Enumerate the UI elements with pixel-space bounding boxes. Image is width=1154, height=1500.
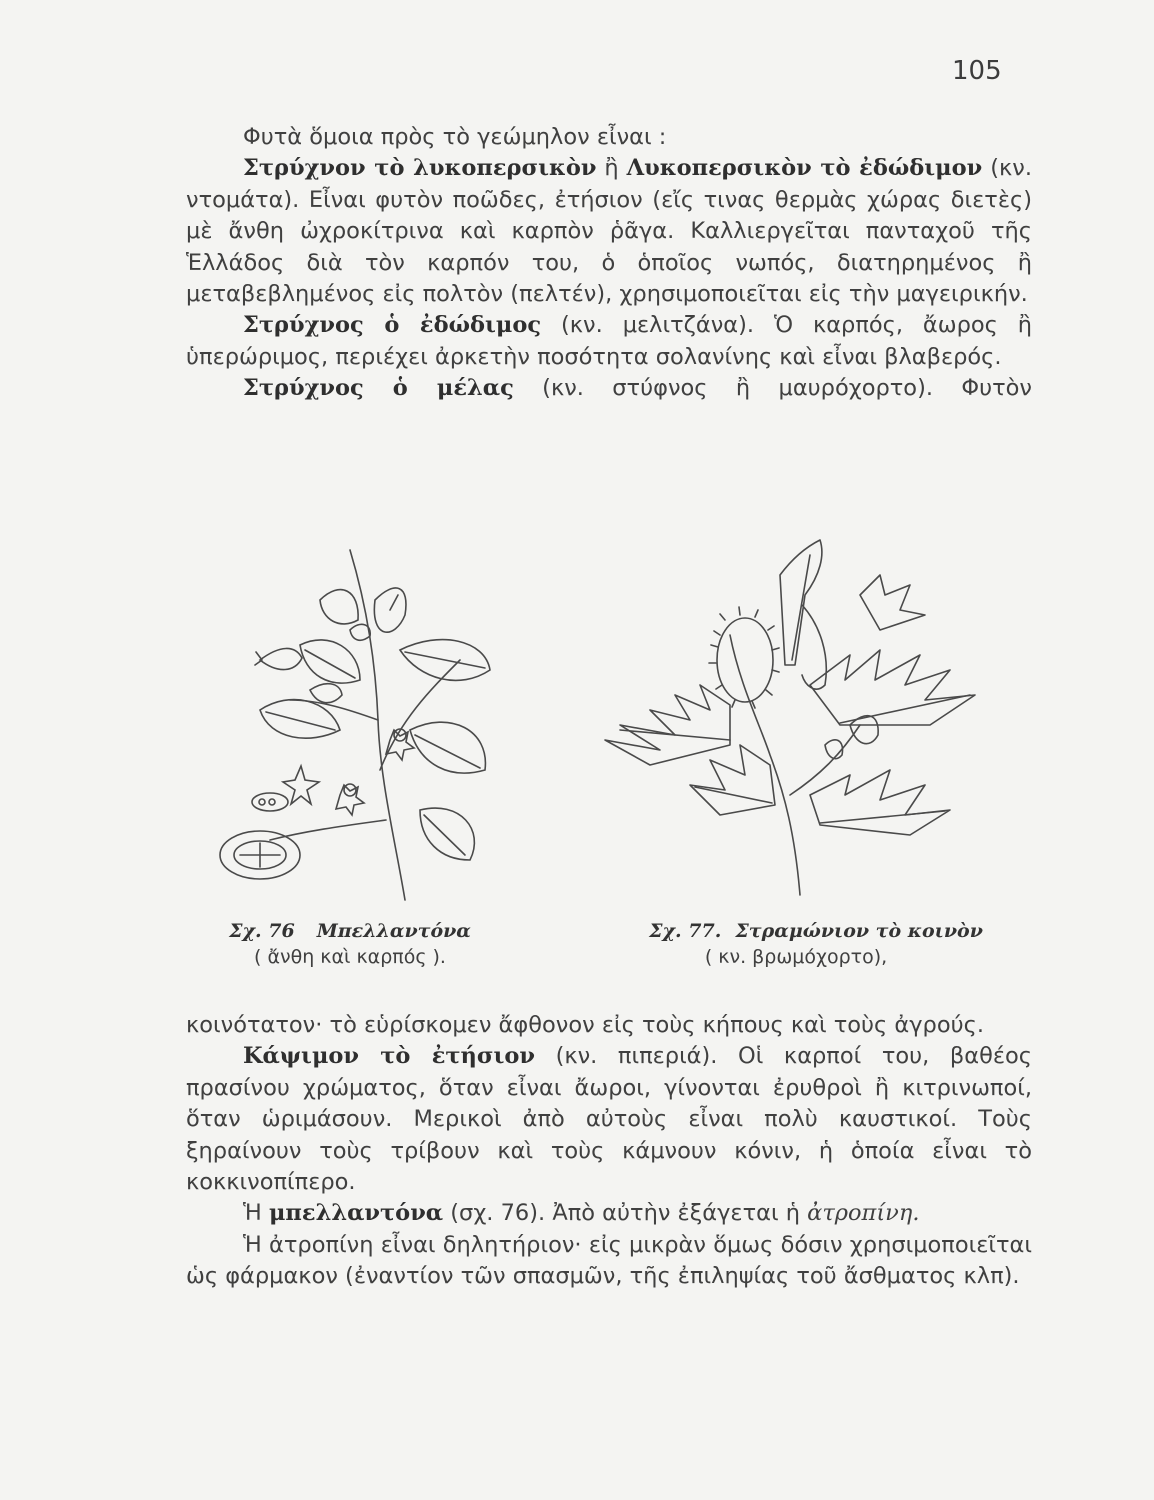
entry-tomato: Στρύχνον τὸ λυκοπερσικὸν ἢ Λυκοπερσικὸν τὸ ἐδώδιμον (κν. ντομάτα). Εἶναι φυτὸν ποῶδες, ἐτήσιον (εἴς τινας θερμὰς χώρας διετὲς) μὲ ἄνθη ὠχροκίτρινα καὶ καρπὸν ῥᾶγα. Καλλιεργεῖται πανταχοῦ τῆς Ἑλλάδος διὰ τὸν καρπόν του, ὁ ὁποῖος νωπός, διατηρημένος ἢ μεταβεβλημένος εἰς πολτὸν (πελτέν), χρησιμοποιεῖται εἰς τὴν μαγειρικήν.	[186, 155, 1032, 308]
caption-77-title-line	[628, 918, 1004, 944]
entry-pepper-body: (κν. πιπεριά). Οἱ καρποί του, βαθέος πρασίνου χρώματος, ὅταν εἶναι ἄωροι, γίνονται ἐρυθροὶ ἢ κιτρινωποί, ὅταν ὡριμάσουν. Μερικοὶ ἀπὸ αὐτοὺς εἶναι πολὺ καυστικοί. Τοὺς ξηραίνουν τοὺς τρίβουν καὶ τοὺς κάμνουν κόνιν, ἡ ὁποία εἶναι τὸ κοκκινοπίπερο.	[186, 1043, 1032, 1196]
caption-77-label: Σχ. 77.	[649, 920, 722, 942]
entry-belladonna-body: (σχ. 76). Ἀπὸ αὐτὴν ἐξάγεται ἡ	[443, 1200, 808, 1227]
intro-line: Φυτὰ ὅμοια πρὸς τὸ γεώμηλον εἶναι :	[243, 124, 667, 150]
caption-76-title-line	[205, 918, 495, 944]
figure-76-illustration	[200, 540, 500, 910]
entry-belladonna: Ἡ μπελλαντόνα (σχ. 76). Ἀπὸ αὐτὴν ἐξάγεται ἡ ἀτροπίνη.	[243, 1200, 920, 1227]
caption-76-title: Μπελλαντόνα	[316, 920, 471, 942]
entry-eggplant	[186, 310, 1032, 373]
entry-atropine: Ἡ ἀτροπίνη εἶναι δηλητήριον· εἰς μικρὰν ὅμως δόσιν χρησιμοποιεῖται ὡς φάρμακον (ἐναντίον τῶν σπασμῶν, τῆς ἐπιληψίας τοῦ ἄσθματος κλπ).	[186, 1231, 1032, 1290]
term-tomato-alt: Λυκοπερσικὸν τὸ ἐδώδιμον	[626, 155, 983, 182]
term-eggplant: Στρύχνος ὁ ἐδώδιμος	[243, 312, 542, 339]
caption-77-title: Στραμώνιον τὸ κοινὸν	[735, 920, 983, 942]
term-belladonna: μπελλαντόνα	[268, 1200, 444, 1227]
term-tomato: Στρύχνον τὸ λυκοπερσικὸν	[243, 155, 597, 182]
caption-76-subtitle: ( ἄνθη καὶ καρπός ).	[254, 946, 446, 968]
term-pepper: Κάψιμον τὸ ἐτήσιον	[243, 1043, 535, 1070]
lower-text	[186, 1010, 1032, 1293]
caption-77-subtitle: ( κν. βρωμόχορτο),	[704, 946, 888, 968]
entry-nightshade	[186, 373, 1032, 404]
entry-eggplant-body: (κν. μελιτζάνα). Ὁ καρπός, ἄωρος ἢ ὑπερώριμος, περιέχει ἀρκετὴν ποσότητα σολανίνης καὶ εἶναι βλαβερός.	[186, 312, 1032, 370]
upper-text	[186, 122, 1032, 405]
term-nightshade: Στρύχνος ὁ μέλας	[243, 375, 514, 402]
term-atropine: ἀτροπίνη.	[807, 1200, 920, 1227]
continuation-paragraph: κοινότατον· τὸ εὑρίσκομεν ἄφθονον εἰς τοὺς κήπους καὶ τοὺς ἀγρούς.	[186, 1012, 984, 1038]
entry-nightshade-body: (κν. στύφνος ἢ μαυρόχορτο). Φυτὸν	[513, 375, 1032, 402]
entry-pepper	[186, 1041, 1032, 1198]
caption-76	[205, 918, 495, 970]
entry-tomato-body: (κν. ντομάτα). Εἶναι φυτὸν ποῶδες, ἐτήσιον (εἴς τινας θερμὰς χώρας διετὲς) μὲ ἄνθη ὠχροκίτρινα καὶ καρπὸν ῥᾶγα. Καλλιεργεῖται πανταχοῦ τῆς Ἑλλάδος διὰ τὸν καρπόν του, ὁ ὁποῖος νωπός, διατηρημένος ἢ μεταβεβλημένος εἰς πολτὸν (πελτέν), χρησιμοποιεῖται εἰς τὴν μαγειρικήν.	[186, 155, 1032, 308]
caption-77	[628, 918, 1004, 970]
caption-76-label: Σχ. 76	[229, 920, 295, 942]
page-number: 105	[952, 56, 1002, 86]
figure-77-illustration	[580, 535, 990, 900]
